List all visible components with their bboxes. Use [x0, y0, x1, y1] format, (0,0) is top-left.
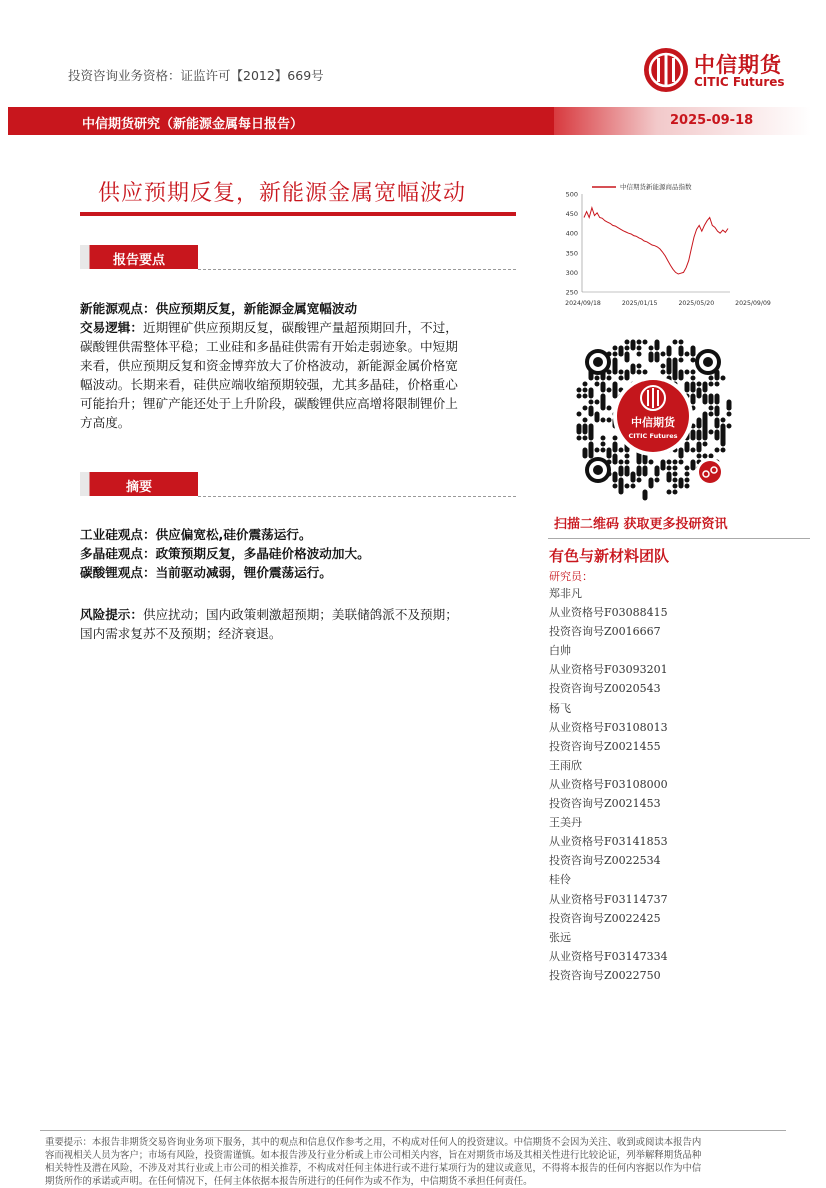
qr-module [583, 382, 588, 387]
qr-module [637, 370, 642, 375]
logo-en: CITIC Futures [694, 75, 785, 89]
title-underline [80, 212, 516, 216]
section-tag-summary [80, 472, 198, 496]
qr-module [631, 340, 636, 351]
qr-module [673, 460, 678, 465]
qr-module [613, 370, 618, 375]
qr-module [679, 454, 684, 459]
citic-logo [642, 46, 807, 96]
researcher-advisor: 投资咨询号Z0022750 [549, 968, 661, 982]
legend-label: 中信期货新能源商品指数 [620, 183, 692, 191]
qr-module [637, 454, 642, 465]
qr-module [637, 364, 642, 369]
qr-module [577, 424, 582, 435]
researcher-cert: 从业资格号F03147334 [549, 949, 668, 963]
qr-module [601, 442, 606, 447]
qr-module [643, 490, 648, 501]
researcher-cert: 从业资格号F03114737 [549, 892, 668, 906]
summary-item [80, 525, 520, 544]
x-axis [565, 292, 771, 307]
qr-logo-en: CITIC Futures [628, 432, 678, 440]
qr-module [685, 352, 690, 357]
qr-module [685, 484, 690, 489]
qr-module [607, 376, 612, 381]
qr-module [637, 340, 642, 345]
summary-item-label: 多晶硅观点： [80, 546, 156, 561]
disclaimer-line: 相关特性及潜在风险，不涉及对其行业或上市公司的相关推荐，不构成对任何主体进行或不进行某项行为的建议或意见，不得将本报告的任何内容据以作为中信 [45, 1163, 702, 1174]
qr-module [583, 394, 588, 399]
y-tick-label: 350 [565, 249, 578, 258]
team-title: 有色与新材料团队 [549, 547, 670, 565]
qr-module [679, 478, 684, 489]
qr-module [607, 454, 612, 459]
qr-module [691, 376, 696, 381]
qr-module [589, 448, 594, 459]
qr-module [685, 442, 690, 453]
qr-module [697, 454, 702, 459]
qr-module [619, 448, 624, 453]
qr-module [667, 460, 672, 465]
researcher-name: 桂伶 [549, 873, 571, 887]
researcher-cert: 从业资格号F03108013 [549, 720, 668, 734]
qr-module [595, 382, 600, 387]
qr-module [661, 370, 666, 375]
qr-module [709, 376, 714, 381]
qr-module [667, 490, 672, 495]
qr-logo-cn: 中信期货 [631, 416, 675, 429]
qr-module [715, 394, 720, 405]
qr-module [595, 448, 600, 453]
researcher-cert: 从业资格号F03108000 [549, 777, 668, 791]
qr-module [655, 340, 660, 351]
qr-module [601, 448, 606, 453]
x-tick-label: 2025/09/09 [735, 300, 771, 307]
researcher-cert: 从业资格号F03088415 [549, 606, 668, 620]
qr-module [619, 352, 624, 357]
summary-item-label: 碳酸锂观点： [80, 565, 156, 580]
section-divider [198, 269, 516, 270]
qr-finder [593, 465, 603, 475]
researcher-cert: 从业资格号F03141853 [549, 835, 668, 849]
qr-module [691, 460, 696, 471]
qr-module [589, 400, 594, 405]
qr-module [715, 382, 720, 387]
qr-module [583, 448, 588, 459]
qr-finder [593, 357, 603, 367]
qr-code-svg [568, 326, 738, 506]
license-text: 投资咨询业务资格：证监许可【2012】669号 [68, 68, 324, 83]
series-line [584, 208, 728, 274]
qr-module [673, 484, 678, 489]
qr-module [679, 346, 684, 357]
qr-module [727, 412, 732, 417]
y-tick-label: 450 [565, 210, 578, 219]
researcher-name: 王美丹 [549, 816, 582, 830]
qr-module [721, 448, 726, 453]
qr-module [709, 394, 714, 405]
qr-module [583, 418, 588, 423]
qr-finder [703, 357, 713, 367]
qr-module [637, 346, 642, 351]
key-points-logic [80, 318, 520, 432]
qr-module [673, 466, 678, 471]
qr-module [595, 412, 600, 423]
logic-line: 可能抬升；锂矿产能还处于上升阶段，碳酸锂供应高增将限制锂价上 [80, 396, 458, 411]
y-tick-label: 250 [565, 288, 578, 297]
qr-module [619, 484, 624, 495]
qr-module [601, 382, 606, 393]
team-divider [548, 538, 810, 539]
qr-module [709, 430, 714, 435]
qr-module [691, 370, 696, 375]
qr-module [715, 406, 720, 417]
qr-module [703, 430, 708, 441]
researcher-advisor: 投资咨询号Z0022425 [549, 911, 661, 925]
qr-code[interactable] [568, 326, 738, 506]
qr-module [625, 370, 630, 381]
qr-module [589, 412, 594, 417]
qr-module [685, 382, 690, 393]
qr-module [721, 376, 726, 381]
researcher-name: 白帅 [549, 644, 571, 658]
qr-module [691, 394, 696, 405]
researcher-advisor: 投资咨询号Z0021455 [549, 739, 661, 753]
qr-module [685, 466, 690, 471]
qr-module [607, 406, 612, 411]
key-points-view [80, 299, 520, 318]
qr-module [691, 430, 696, 441]
qr-module [697, 388, 702, 399]
x-tick-label: 2025/05/20 [678, 300, 715, 307]
view-label: 新能源观点： [80, 301, 156, 316]
qr-module [637, 352, 642, 357]
qr-module [655, 472, 660, 477]
qr-module [697, 442, 702, 453]
qr-module [577, 388, 582, 393]
qr-module [697, 382, 702, 387]
logic-line: 来看，供应预期反复和资金博弈放大了价格波动，新能源金属价格宽 [80, 358, 458, 373]
summary-item-text: 政策预期反复，多晶硅价格波动加大。 [155, 546, 370, 561]
section-tag-key-points [80, 245, 198, 269]
qr-module [661, 364, 666, 369]
qr-module [601, 400, 606, 411]
qr-module [589, 430, 594, 441]
qr-module [613, 460, 618, 465]
qr-module [655, 352, 660, 363]
qr-module [583, 406, 588, 411]
qr-module [667, 466, 672, 471]
y-axis [566, 191, 582, 297]
qr-module [613, 436, 618, 441]
qr-module [583, 424, 588, 435]
qr-module [631, 364, 636, 375]
qr-module [607, 388, 612, 393]
qr-module [577, 436, 582, 441]
qr-module [655, 478, 660, 483]
qr-module [643, 466, 648, 477]
qr-module [715, 430, 720, 441]
logic-line: 幅波动。长期来看，硅供应端收缩预期较强，尤其多晶硅，价格重心 [80, 377, 458, 392]
qr-module [613, 346, 618, 351]
qr-module [625, 352, 630, 363]
qr-module [619, 460, 624, 465]
qr-module [685, 478, 690, 483]
qr-module [643, 340, 648, 345]
report-title: 供应预期反复，新能源金属宽幅波动 [98, 181, 467, 206]
qr-module [613, 442, 618, 453]
qr-module [625, 484, 630, 489]
qr-module [631, 484, 636, 489]
qr-module [625, 340, 630, 345]
qr-module [721, 418, 726, 423]
qr-module [715, 448, 720, 453]
researcher-name: 郑非凡 [549, 587, 582, 600]
qr-module [625, 346, 630, 351]
qr-module [709, 412, 714, 417]
logic-line: 碳酸锂供需整体平稳；工业硅和多晶硅供需有开始走弱迹象。中短期 [80, 339, 458, 354]
qr-module [583, 436, 588, 441]
logic-label: 交易逻辑： [80, 320, 143, 335]
qr-module [649, 460, 654, 465]
logo-cn: 中信期货 [694, 53, 782, 77]
qr-module [691, 352, 696, 357]
qr-module [673, 490, 678, 495]
qr-module [661, 352, 666, 357]
disclaimer-line: 期货所作的承诺或声明。在任何情况下，任何主体依据本报告所进行的任何作为或不作为，中信期货不承担任何责任。 [45, 1176, 533, 1187]
qr-module [679, 460, 684, 465]
qr-module [613, 388, 618, 399]
qr-module [691, 448, 696, 453]
x-tick-label: 2025/01/15 [621, 300, 658, 307]
qr-module [619, 370, 624, 375]
qr-module [679, 340, 684, 345]
qr-module [691, 358, 696, 363]
disclaimer-divider [40, 1130, 786, 1131]
index-chart-svg [548, 178, 771, 314]
qr-module [661, 466, 666, 471]
qr-module [679, 358, 684, 363]
logic-line: 近期锂矿供应预期反复，碳酸锂产量超预期回升，不过， [142, 320, 458, 335]
section-tag-summary-label: 摘要 [125, 480, 152, 495]
qr-module [703, 382, 708, 393]
qr-module [691, 388, 696, 393]
qr-module [595, 376, 600, 381]
qr-module [595, 400, 600, 405]
risk-label: 风险提示： [80, 607, 143, 622]
banner-report-name: 中信期货研究（新能源金属每日报告） [82, 117, 304, 132]
x-tick-label: 2024/09/18 [565, 300, 601, 307]
qr-module [703, 394, 708, 405]
qr-module [643, 370, 648, 375]
qr-module [673, 370, 678, 381]
researcher-name: 张远 [549, 930, 571, 944]
disclaimer-line: 容而视相关人员为客户；市场有风险，投资需谨慎。如本报告涉及行业分析或上市公司相关内容，旨在对期货市场及其相关性进行比较论证，列举解释期货品种 [45, 1150, 702, 1161]
qr-module [619, 376, 624, 381]
qr-module [625, 460, 630, 465]
citic-logo-icon [642, 46, 690, 94]
report-date: 2025-09-18 [670, 113, 754, 128]
index-chart [548, 178, 771, 314]
risk-line: 国内需求复苏不及预期；经济衰退。 [80, 626, 282, 641]
view-text: 供应预期反复，新能源金属宽幅波动 [155, 301, 358, 316]
qr-module [625, 454, 630, 459]
summary-item-text: 供应偏宽松,硅价震荡运行。 [155, 527, 312, 542]
qr-module [673, 340, 678, 345]
qr-module [709, 454, 714, 459]
qr-module [685, 370, 690, 375]
risk-note [80, 605, 520, 643]
y-tick-label: 300 [565, 268, 578, 277]
summary-item-text: 当前驱动减弱，锂价震荡运行。 [155, 565, 332, 580]
qr-module [625, 472, 630, 477]
qr-module [637, 466, 642, 477]
qr-module [673, 478, 678, 483]
researcher-advisor: 投资咨询号Z0022534 [549, 854, 661, 868]
qr-module [697, 436, 702, 441]
risk-line: 供应扰动；国内政策刺激超预期；美联储鸽派不及预期； [142, 607, 458, 622]
qr-module [709, 406, 714, 411]
researcher-advisor: 投资咨询号Z0016667 [549, 625, 661, 639]
qr-module [727, 406, 732, 411]
summary-item [80, 563, 520, 582]
qr-module [613, 352, 618, 357]
qr-module [577, 412, 582, 417]
qr-module [613, 484, 618, 489]
qr-module [697, 424, 702, 429]
disclaimer-line: 重要提示：本报告非期货交易咨询业务项下服务，其中的观点和信息仅作参考之用，不构成对任何人的投资建议。中信期货不会因为关注、收到或阅读本报告内 [45, 1137, 702, 1148]
qr-module [619, 466, 624, 477]
disclaimer [45, 1136, 787, 1188]
qr-module [649, 478, 654, 489]
qr-module [667, 370, 672, 375]
summary-item-label: 工业硅观点： [80, 527, 156, 542]
qr-module [649, 352, 654, 363]
summary-items [80, 525, 520, 582]
researcher-label: 研究员： [549, 570, 593, 583]
qr-module [613, 478, 618, 483]
qr-module [589, 388, 594, 399]
qr-module [637, 478, 642, 483]
qr-module [715, 418, 720, 429]
qr-module [667, 346, 672, 357]
qr-module [703, 442, 708, 447]
section-divider [198, 496, 516, 497]
qr-module [601, 436, 606, 441]
qr-module [577, 394, 582, 399]
qr-module [631, 478, 636, 483]
qr-module [649, 346, 654, 351]
qr-module [607, 418, 612, 423]
researcher-name: 杨飞 [549, 701, 571, 715]
qr-module [673, 472, 678, 477]
researcher-advisor: 投资咨询号Z0020543 [549, 682, 661, 696]
qr-caption: 扫描二维码 获取更多投研资讯 [554, 517, 728, 532]
researcher-list [549, 584, 668, 985]
qr-module [709, 382, 714, 387]
qr-module [685, 472, 690, 477]
qr-module [679, 370, 684, 381]
researcher-cert: 从业资格号F03093201 [549, 663, 668, 677]
qr-module [721, 436, 726, 447]
section-tag-key-points-label: 报告要点 [112, 253, 165, 268]
report-banner [8, 107, 811, 135]
mini-program-icon [699, 461, 721, 483]
qr-module [703, 454, 708, 459]
logic-line: 方高度。 [80, 415, 131, 430]
qr-module [583, 388, 588, 393]
y-tick-label: 500 [565, 190, 578, 199]
qr-module [601, 418, 606, 423]
qr-module [667, 472, 672, 483]
researcher-advisor: 投资咨询号Z0021453 [549, 797, 661, 811]
y-tick-label: 400 [565, 229, 578, 238]
researcher-name: 王雨欣 [549, 758, 582, 772]
qr-module [727, 424, 732, 429]
summary-item [80, 544, 520, 563]
